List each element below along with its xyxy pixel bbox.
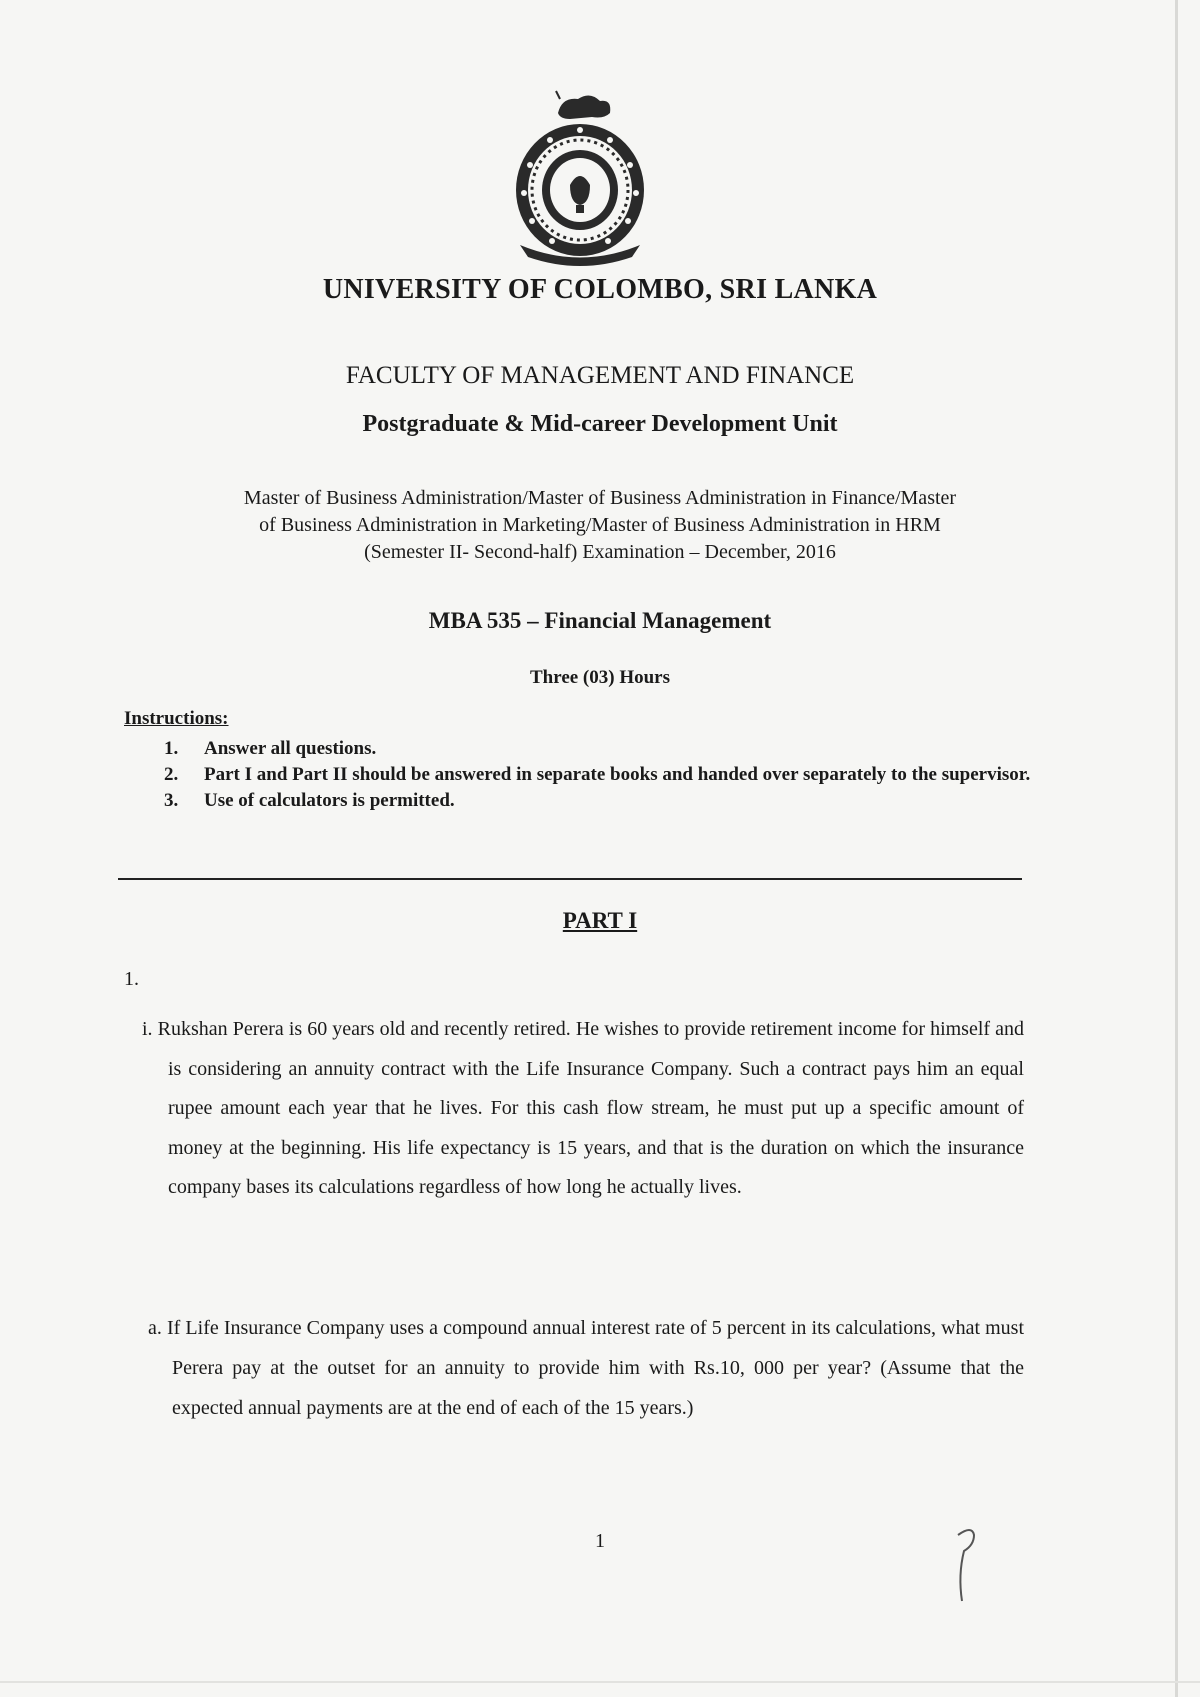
unit-name: Postgraduate & Mid-career Development Unit <box>362 411 838 437</box>
page-edge-right <box>1175 0 1178 1697</box>
question-number: 1. <box>124 968 139 990</box>
question-a-paragraph <box>148 1308 1024 1428</box>
question-a-text: If Life Insurance Company uses a compound annual interest rate of 5 percent in its calculations, what must Perera pay at the outset for an annuity to provide him with Rs.10, 000 per year? (Assume that the expected annual payments are at the end of each of the 15 years.) <box>167 1317 1025 1419</box>
university-crest-icon <box>500 85 660 270</box>
instruction-item: 3. Use of calculators is permitted. <box>164 790 455 811</box>
question-i <box>124 1010 1024 1208</box>
page-number: 1 <box>595 1530 605 1552</box>
question-i-text: Rukshan Perera is 60 years old and recently retired. He wishes to provide retirement income for himself and is considering an annuity contract with the Life Insurance Company. Such a contract pays him an equal rupee amount each year that he lives. For this cash flow stream, he must put up a specific amount of money at the beginning. His life expectancy is 15 years, and that is the duration on which the insurance company bases its calculations regardless of how long he actually lives. <box>157 1018 1025 1198</box>
question-i-label: i. <box>142 1018 153 1040</box>
instructions-heading: Instructions: <box>124 708 229 729</box>
instruction-item: 1. Answer all questions. <box>164 738 377 759</box>
question-i-paragraph <box>124 1010 1024 1208</box>
instructions-list <box>164 736 1044 814</box>
question-a <box>148 1308 1024 1428</box>
degree-line: of Business Administration in Marketing/Master of Business Administration in HRM <box>259 514 941 536</box>
degree-line: (Semester II- Second-half) Examination – December, 2016 <box>364 541 836 563</box>
faculty-name: FACULTY OF MANAGEMENT AND FINANCE <box>345 362 855 389</box>
exam-duration: Three (03) Hours <box>529 667 671 688</box>
university-name: UNIVERSITY OF COLOMBO, SRI LANKA <box>322 274 878 305</box>
section-divider <box>118 878 1022 880</box>
handwritten-mark-icon <box>950 1525 990 1605</box>
instruction-item: 2. Part I and Part II should be answered in separate books and handed over separately to the supervisor. <box>164 764 1031 785</box>
degree-title <box>0 485 1200 566</box>
part-heading: PART I <box>562 908 638 933</box>
course-title: MBA 535 – Financial Management <box>428 608 772 633</box>
page-edge-bottom <box>0 1681 1200 1683</box>
degree-line: Master of Business Administration/Master of Business Administration in Finance/Master <box>243 487 957 509</box>
question-a-label: a. <box>148 1317 162 1339</box>
